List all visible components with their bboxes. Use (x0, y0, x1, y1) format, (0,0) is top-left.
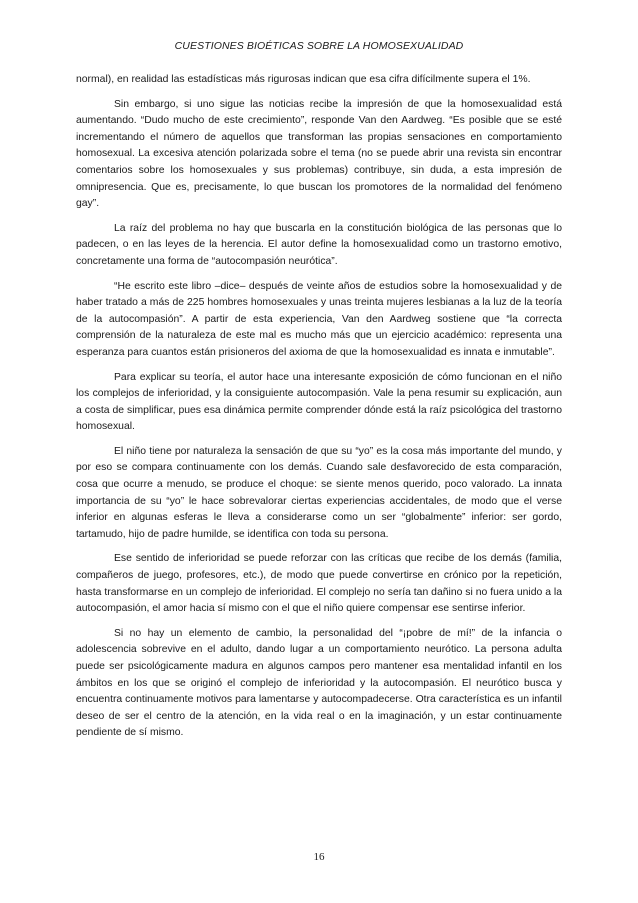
paragraph: La raíz del problema no hay que buscarla en la constitución biológica de las personas que lo padecen, o en las leyes de la herencia. El autor define la homosexualidad como un trastorno emotivo, concretamente una forma de “autocompasión neurótica”. (76, 222, 562, 267)
body-text (76, 72, 562, 750)
paragraph: Para explicar su teoría, el autor hace una interesante exposición de cómo funcionan en el niño los complejos de inferioridad, y la consiguiente autocompasión. Vale la pena resumir su explicación, aun a costa de simplificar, pues esa dinámica permite comprender dónde está la raíz psicológica del trastorno homosexual. (76, 371, 562, 433)
paragraph: Si no hay un elemento de cambio, la personalidad del “¡pobre de mí!” de la infancia o adolescencia sobrevive en el adulto, dando lugar a un comportamiento neurótico. La persona adulta puede ser psicológicamente madura en algunos campos pero mantener esa mentalidad infantil en los ámbitos en los que se originó el complejo de inferioridad y la autocompasión. El neurótico busca y encuentra continuamente motivos para lamentarse y autocompadecerse. Otra característica es un infantil deseo de ser el centro de la atención, en la vida real o en la imaginación, y un estar continuamente pendiente de sí mismo. (76, 627, 562, 739)
paragraph: Sin embargo, si uno sigue las noticias recibe la impresión de que la homosexualidad está aumentando. “Dudo mucho de este crecimiento”, responde Van den Aardweg. “Es posible que se esté incrementando el número de aquellos que transforman las propias sensaciones en comportamiento homosexual. La excesiva atención polarizada sobre el tema (no se puede abrir una revista sin encontrar comentarios sobre los homosexuales y sus problemas) contribuye, sin duda, a esta impresión de omnipresencia. Que es, precisamente, lo que buscan los promotores de la normalidad del fenómeno gay”. (76, 98, 562, 210)
paragraph: “He escrito este libro –dice– después de veinte años de estudios sobre la homosexualidad y de haber tratado a más de 225 hombres homosexuales y unas treinta mujeres lesbianas a la luz de la teoría de la autocompasión”. A partir de esta experiencia, Van den Aardweg sostiene que “la correcta comprensión de la naturaleza de este mal es mucho más que un ejercicio académico: representa una esperanza para cuantos están prisioneros del axioma de que la homosexualidad es innata e inmutable”. (76, 280, 562, 358)
page-number: 16 (313, 851, 325, 863)
paragraph: normal), en realidad las estadísticas más rigurosas indican que esa cifra difícilmente supera el 1%. (76, 74, 531, 85)
paragraph: El niño tiene por naturaleza la sensación de que su “yo” es la cosa más importante del mundo, y por eso se compara continuamente con los demás. Cuando sale desfavorecido de esta comparación, cosa que ocurre a menudo, se produce el choque: se siente menos querido, poco valorado. La innata importancia de su “yo” le hace sobrevalorar ciertas experiencias accidentales, de modo que el verse inferior en algunas esferas le lleva a considerarse como un ser “globalmente” inferior: ser gordo, tartamudo, hijo de padre humilde, se identifica con toda su persona. (76, 445, 562, 540)
running-header: CUESTIONES BIOÉTICAS SOBRE LA HOMOSEXUALIDAD (174, 40, 464, 52)
paragraph: Ese sentido de inferioridad se puede reforzar con las críticas que recibe de los demás (familia, compañeros de juego, profesores, etc.), de modo que puede convertirse en crónico por la repetición, hasta transformarse en un complejo de inferioridad. El complejo no sería tan dañino si no fuera unido a la autocompasión, el amor hacia sí mismo con el que el niño quiere compensar ese sentirse inferior. (76, 553, 562, 615)
